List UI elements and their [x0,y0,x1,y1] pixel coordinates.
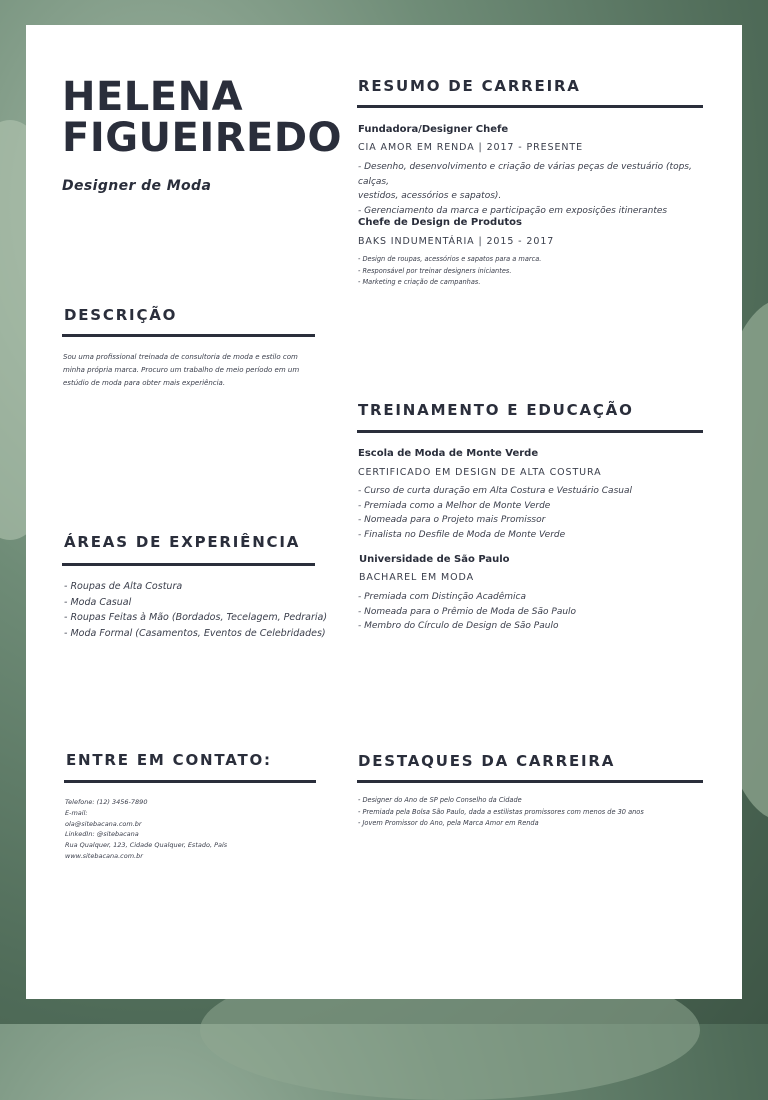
list-item: vestidos, acessórios e sapatos). [358,191,502,202]
name-last: FIGUEIREDO [62,115,343,161]
contact-phone: Telefone: (12) 3456-7890 [65,798,148,806]
job-bullets [358,254,718,289]
job-title: Chefe de Design de Produtos [358,217,522,228]
list-item: - Roupas de Alta Costura [64,581,183,592]
list-item: - Premiada com Distinção Acadêmica [358,592,527,602]
list-item: - Designer do Ano de SP pelo Conselho da Cidade [358,796,522,804]
list-item: - Premiada como a Melhor de Monte Verde [358,500,551,511]
list-item: - Roupas Feitas à Mão (Bordados, Tecelagem, Pedraria) [64,612,328,624]
contact-address: Rua Qualquer, 123, Cidade Qualquer, Estado, País [65,841,228,850]
resume-page [26,25,742,999]
school-degree: CERTIFICADO EM DESIGN DE ALTA COSTURA [358,467,602,478]
contact-website: www.sitebacana.com.br [65,851,143,860]
job-bullets [358,160,718,219]
school-title: Escola de Moda de Monte Verde [358,448,539,459]
school-degree: BACHAREL EM MODA [359,572,474,583]
list-item: - Desenho, desenvolvimento e criação de várias peças de vestuário (tops, calças, [358,162,692,187]
list-item: - Responsável por treinar designers iniciantes. [358,266,512,275]
contato-block [65,797,320,862]
areas-list [64,579,329,641]
list-item: - Curso de curta duração em Alta Costura e Vestuário Casual [358,486,632,496]
job-org: BAKS INDUMENTÁRIA | 2015 - 2017 [358,236,555,247]
destaques-divider [357,780,703,783]
list-item: - Premiada pela Bolsa São Paulo, dada a estilistas promissores com menos de 30 anos [358,807,644,816]
descricao-text: Sou uma profissional treinada de consultoria de moda e estilo com minha própria marca. Procuro um trabalho de meio período em um estúdio de moda para obter mais experiência. [63,353,300,387]
list-item: - Finalista no Desfile de Moda de Monte Verde [358,530,566,541]
treinamento-divider [357,430,703,433]
list-item: - Gerenciamento da marca e participação em exposições itinerantes [358,206,668,217]
contato-divider [64,780,316,783]
list-item: - Nomeada para o Projeto mais Promissor [358,515,546,526]
areas-divider [62,563,315,566]
contact-email: ola@sitebacana.com.br [65,819,142,828]
list-item: - Jovem Promissor do Ano, pela Marca Amor em Renda [358,819,539,827]
resumo-divider [357,105,703,108]
list-item: - Nomeada para o Prêmio de Moda de São Paulo [358,606,577,617]
treinamento-heading: TREINAMENTO E EDUCAÇÃO [358,401,634,419]
list-item: - Moda Formal (Casamentos, Eventos de Celebridades) [64,627,326,639]
job-org: CIA AMOR EM RENDA | 2017 - PRESENTE [358,142,583,153]
contact-linkedin: LinkedIn: @sitebacana [65,830,139,839]
candidate-name [62,74,343,161]
descricao-divider [62,334,315,337]
school-title: Universidade de São Paulo [359,554,510,565]
contato-heading: ENTRE EM CONTATO: [66,751,272,769]
destaques-list [358,795,728,830]
school-bullets [358,590,718,634]
job-title: Fundadora/Designer Chefe [358,124,509,135]
descricao-heading: DESCRIÇÃO [64,306,178,324]
areas-heading: ÁREAS DE EXPERIÊNCIA [64,533,301,551]
contact-email-label: E-mail: [65,808,88,817]
list-item: - Membro do Círculo de Design de São Paulo [358,621,559,632]
resumo-heading: RESUMO DE CARREIRA [358,77,581,95]
name-first: HELENA [62,74,244,120]
list-item: - Marketing e criação de campanhas. [358,278,481,286]
destaques-heading: DESTAQUES DA CARREIRA [358,752,616,770]
school-bullets [358,484,718,543]
list-item: - Design de roupas, acessórios e sapatos para a marca. [358,255,542,263]
candidate-role: Designer de Moda [62,178,212,194]
list-item: - Moda Casual [64,596,132,608]
